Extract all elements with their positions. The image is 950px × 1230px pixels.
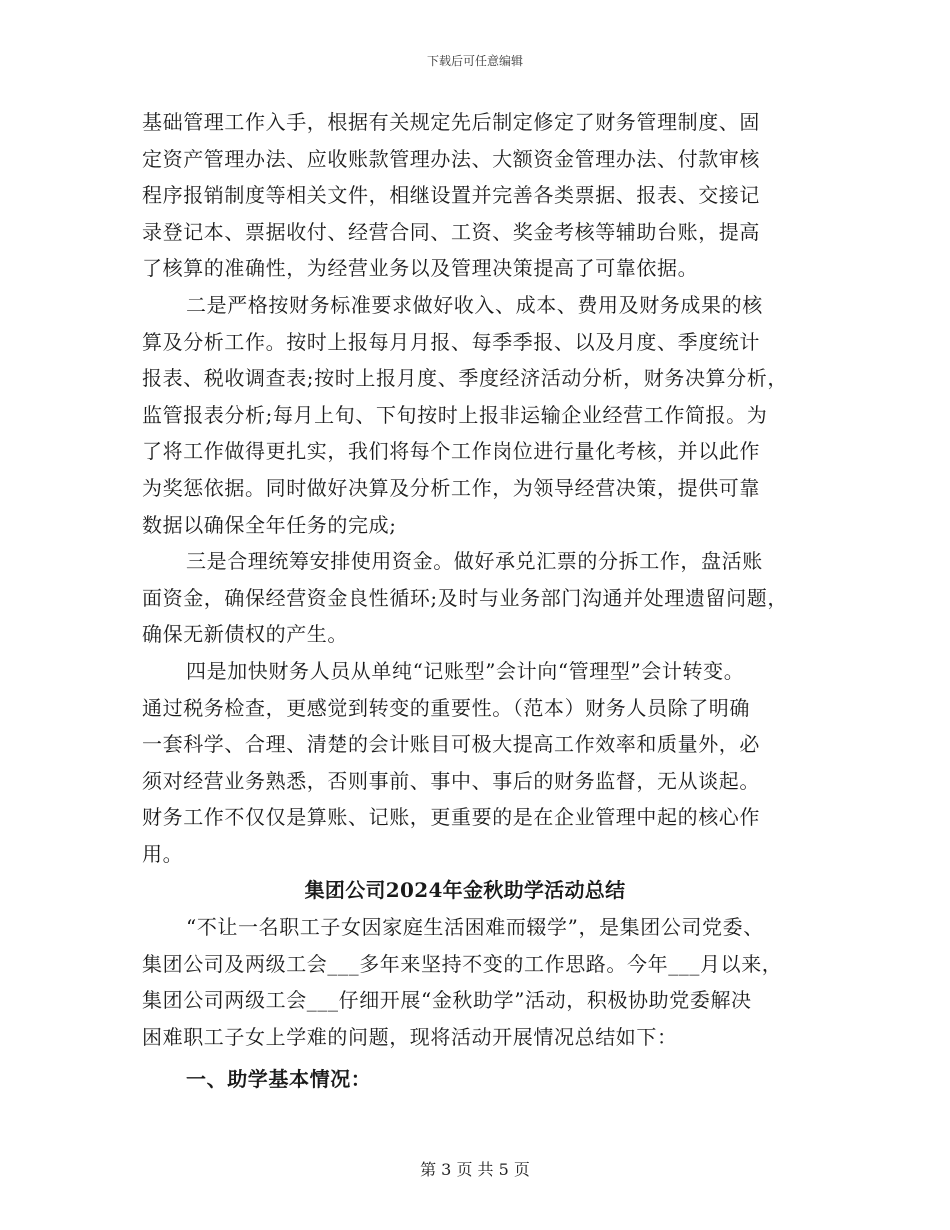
paragraph-start-line: 四是加快财务人员从单纯“记账型”会计向“管理型”会计转变。 — [186, 658, 745, 683]
paragraph-start-line: 三是合理统筹安排使用资金。做好承兑汇票的分拆工作，盘活账 — [186, 549, 763, 574]
body-line: 一套科学、合理、清楚的会计账目可极大提高工作效率和质量外，必 — [142, 732, 760, 757]
body-line: 财务工作不仅仅是算账、记账，更重要的是在企业管理中起的核心作 — [142, 805, 760, 830]
body-line: 用。 — [142, 841, 184, 866]
body-line: 算及分析工作。按时上报每月月报、每季季报、以及月度、季度统计 — [142, 329, 760, 354]
body-line: 确保无新债权的产生。 — [142, 622, 348, 647]
body-line: 为奖惩依据。同时做好决算及分析工作，为领导经营决策，提供可靠 — [142, 475, 760, 500]
page-header-note: 下载后可任意编辑 — [426, 54, 523, 68]
body-line: 须对经营业务熟悉，否则事前、事中、事后的财务监督，无从谈起。 — [142, 768, 760, 793]
body-line: 程序报销制度等相关文件，相继设置并完善各类票据、报表、交接记 — [142, 183, 760, 208]
paragraph-start-line: “不让一名职工子女因家庭生活困难而辍学”，是集团公司党委、 — [186, 915, 764, 940]
page-number: 第 3 页 共 5 页 — [420, 1160, 530, 1179]
body-line: 录登记本、票据收付、经营合同、工资、奖金考核等辅助台账，提高 — [142, 219, 760, 244]
body-line: 报表、税收调查表;按时上报月度、季度经济活动分析，财务决算分析， — [142, 366, 788, 391]
document-title: 集团公司2024年金秋助学活动总结 — [304, 878, 626, 903]
body-line: 集团公司及两级工会___多年来坚持不变的工作思路。今年___月以来， — [142, 951, 783, 976]
body-line: 定资产管理办法、应收账款管理办法、大额资金管理办法、付款审核 — [142, 146, 760, 171]
body-line: 监管报表分析;每月上旬、下旬按时上报非运输企业经营工作简报。为 — [142, 402, 768, 427]
body-line: 数据以确保全年任务的完成; — [142, 512, 397, 537]
body-line: 了核算的准确性，为经营业务以及管理决策提高了可靠依据。 — [142, 256, 699, 281]
body-line: 困难职工子女上学难的问题，现将活动开展情况总结如下： — [142, 1024, 678, 1049]
document-body — [142, 104, 808, 1098]
paragraph-start-line: 二是严格按财务标准要求做好收入、成本、费用及财务成果的核 — [186, 292, 763, 317]
body-line: 面资金，确保经营资金良性循环;及时与业务部门沟通并处理遗留问题， — [142, 585, 788, 610]
body-line: 基础管理工作入手，根据有关规定先后制定修定了财务管理制度、固 — [142, 110, 760, 134]
body-line: 通过税务检查，更感觉到转变的重要性。（范本）财务人员除了明确 — [142, 695, 750, 720]
body-line: 集团公司两级工会___仔细开展“金秋助学”活动，积极协助党委解决 — [142, 988, 752, 1013]
body-line: 了将工作做得更扎实，我们将每个工作岗位进行量化考核，并以此作 — [142, 439, 760, 464]
section-heading: 一、助学基本情况： — [186, 1067, 372, 1092]
